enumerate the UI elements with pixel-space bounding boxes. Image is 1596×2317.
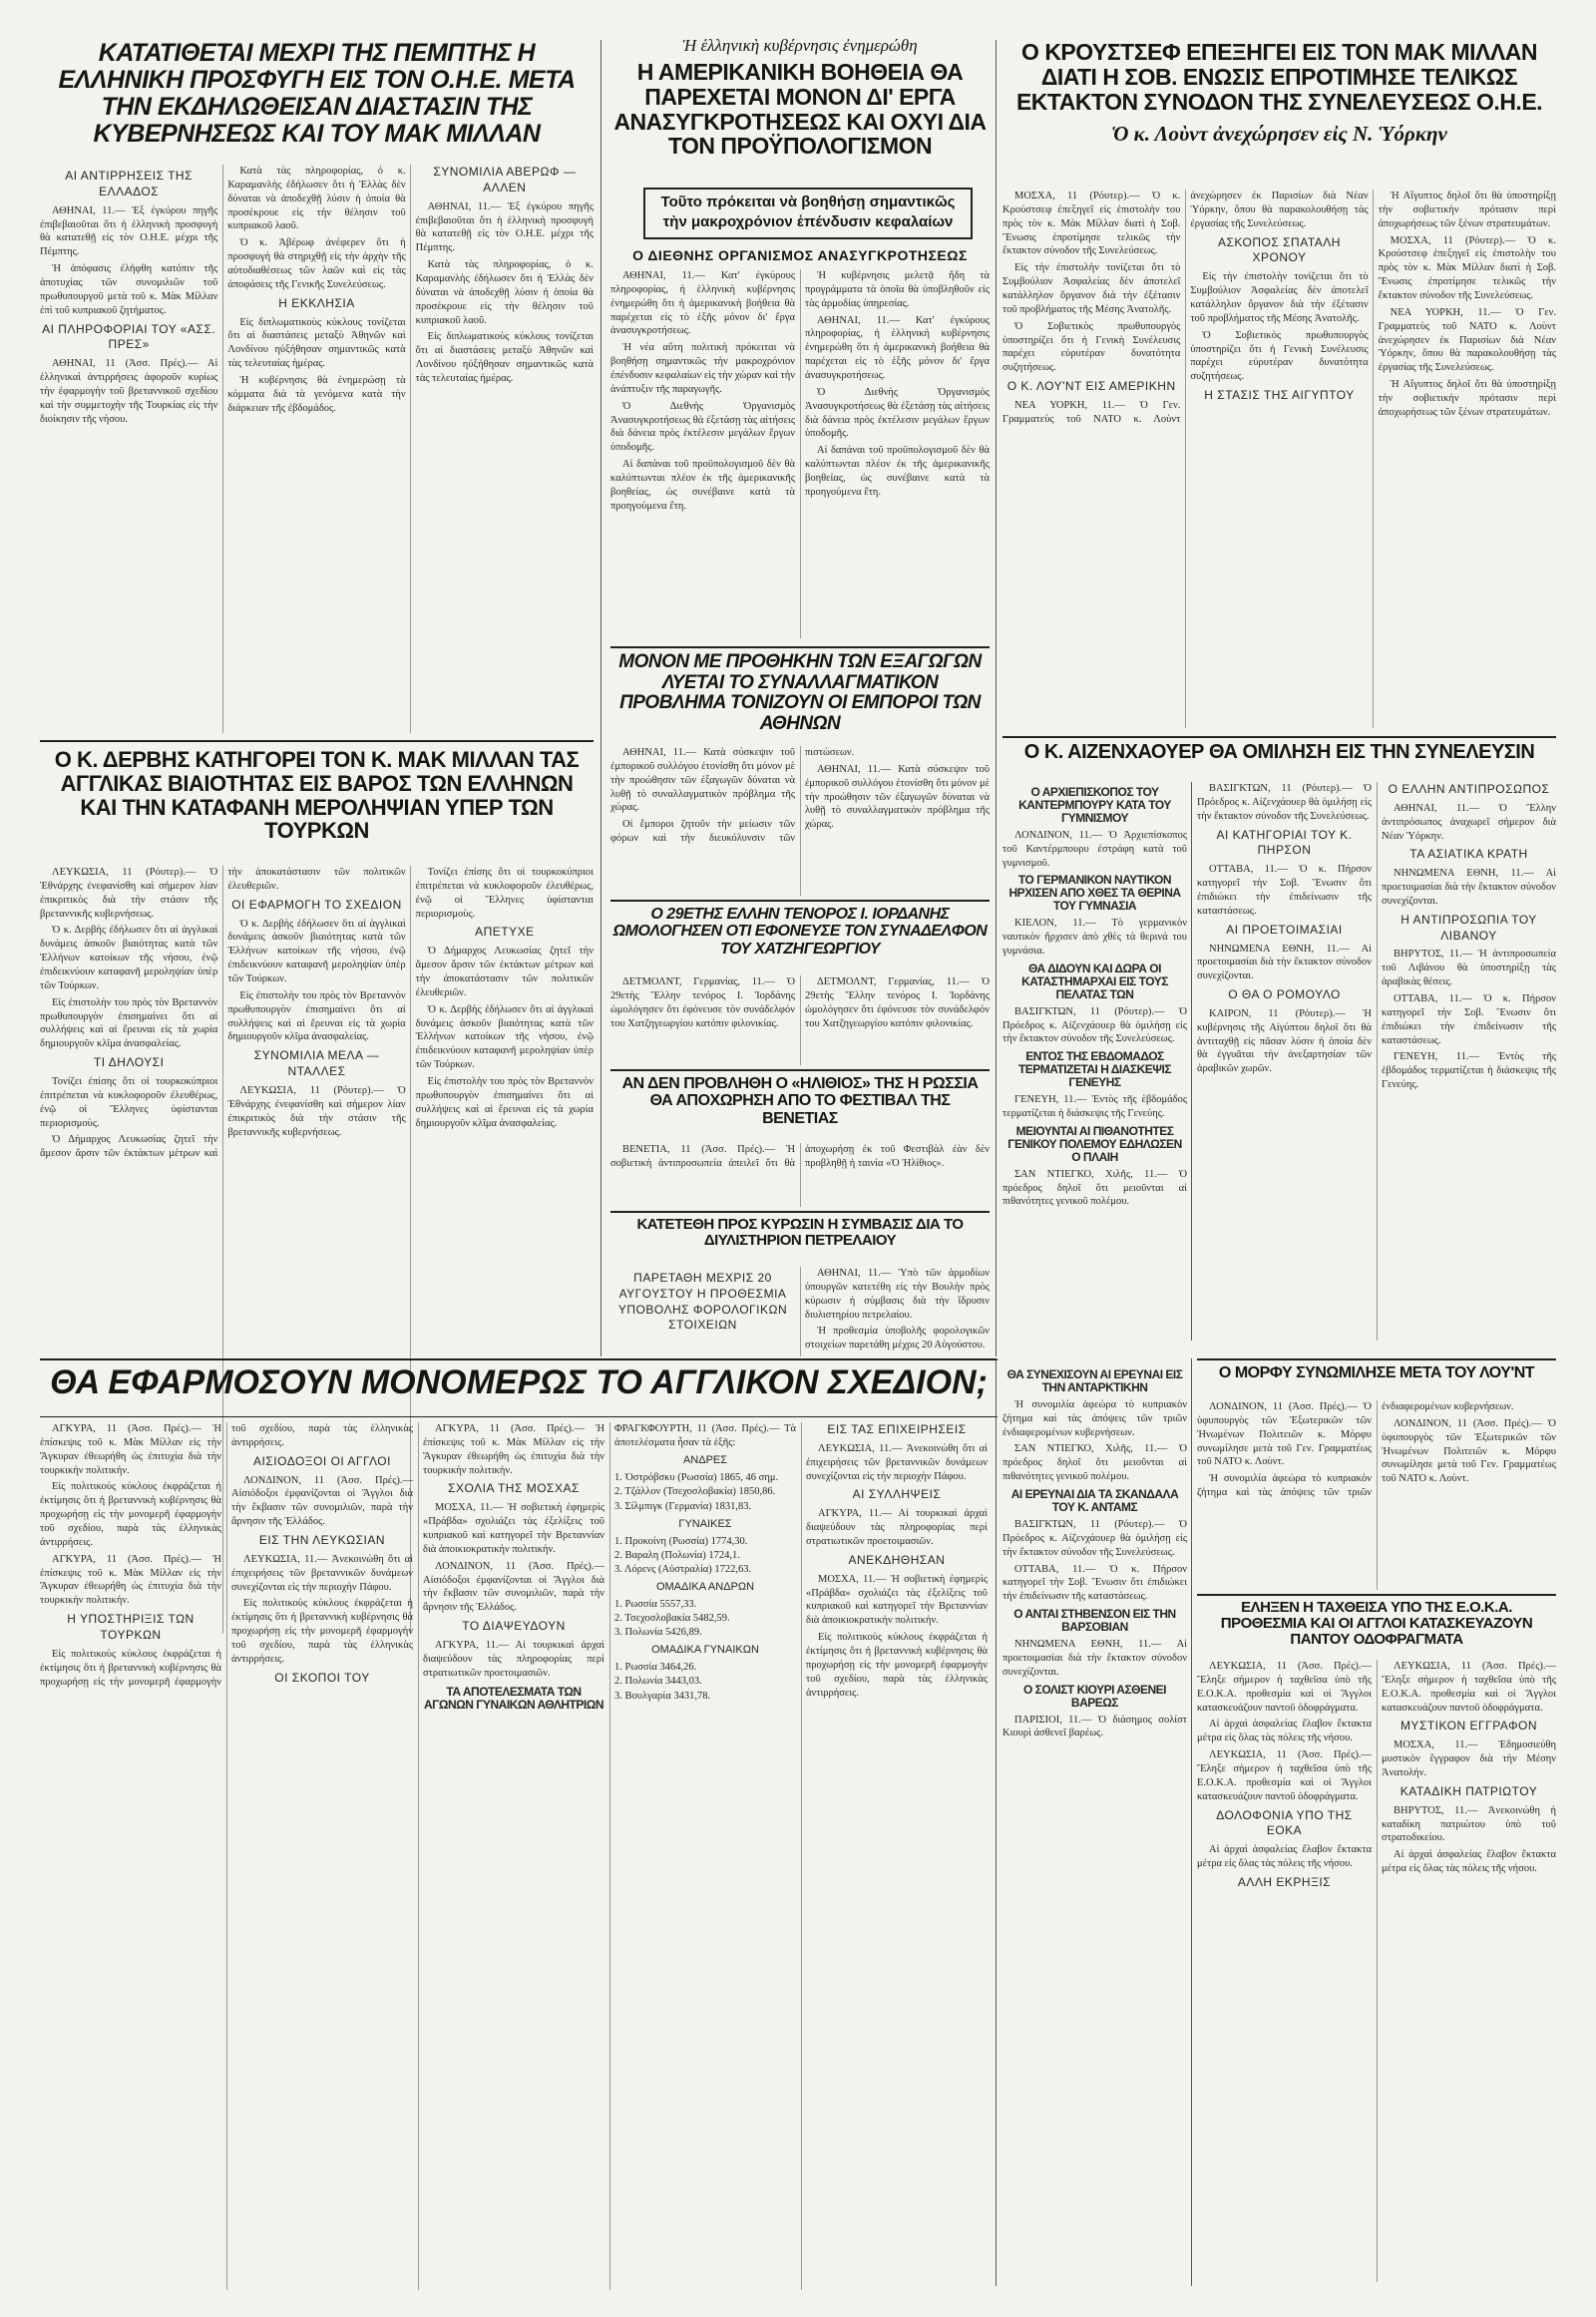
- article-banner: [40, 1422, 988, 2290]
- article-left-top: [40, 165, 594, 733]
- middle-subbox-text: Τοῦτο πρόκειται νὰ βοηθήσῃ σημαντικῶς τὴν μακροχρόνιον ἐπένδυσιν κεφαλαίων: [660, 193, 956, 230]
- section-heading: ΑΙ ΚΑΤΗΓΟΡΙΑΙ ΤΟΥ Κ. ΠΗΡΣΟΝ: [1216, 827, 1353, 858]
- section-heading: ΑΙ ΠΡΟΕΤΟΙΜΑΣΙΑΙ: [1226, 922, 1343, 937]
- paragraph: Ἡ προθεσμία ὑποβολῆς φορολογικῶν στοιχείων παρετάθη μέχρις 20 Αὐγούστου.: [805, 1326, 990, 1352]
- paragraph: ΠΑΡΙΣΙΟΙ, 11.— Ὁ διάσημος σολίστ Κιουρὶ ἀσθενεῖ βαρέως.: [1002, 1714, 1187, 1739]
- paragraph: ΝΕΑ ΥΟΡΚΗ, 11.— Ὁ Γεν. Γραμματεὺς τοῦ ΝΑΤΟ κ. Λοὺντ ἀνεχώρησεν ἐκ Παρισίων διὰ Νέαν Ὑόρκην, ὅπου θὰ παρακολουθήσῃ τὰς ἐργασίας τῆς Συνελεύσεως.: [1002, 191, 1369, 425]
- results-row: 1. Προκοίνη (Ρωσσία) 1774,30.: [614, 1535, 748, 1547]
- paragraph: Ἡ Αἴγυπτος δηλοῖ ὅτι θὰ ὑποστηρίξῃ τὴν σοβιετικὴν πρότασιν περὶ ἀποχωρήσεως τῶν ξένων στρατευμάτων.: [1378, 379, 1556, 418]
- paragraph: ΑΘΗΝΑΙ, 11.— Ἐξ ἐγκύρου πηγῆς ἐπιβεβαιοῦται ὅτι ἡ ἑλληνικὴ προσφυγὴ θὰ κατατεθῇ εἰς τὸν Ο.Η.Ε. μέχρι τῆς Πέμπτης.: [415, 200, 594, 254]
- headline-right-top-wrap: [1002, 40, 1556, 180]
- results-team-header: ΟΜΑΔΙΚΑ ΑΝΔΡΩΝ: [655, 1581, 755, 1594]
- column-rule-2: [996, 40, 997, 1356]
- right-subheadline: Ὁ κ. Λοὺντ ἀνεχώρησεν εἰς Ν. Ὑόρκην: [1111, 122, 1447, 147]
- section-heading: ΟΙ ΕΦΑΡΜΟΓΗ ΤΟ ΣΧΕΔΙΟΝ: [231, 897, 402, 912]
- section-heading: ΣΥΝΟΜΙΛΙΑ ΜΕΛΑ — ΝΤΑΛΛΕΣ: [253, 1048, 380, 1079]
- paragraph: Ὁ Διεθνὴς Ὀργανισμὸς Ἀνασυγκροτήσεως θὰ ἐξετάσῃ τὰς αἰτήσεις διὰ δάνεια πρὸς ἐκτέλεσιν μεγάλων ἔργων ὑποδομῆς.: [805, 386, 990, 440]
- paragraph: ΛΕΥΚΩΣΙΑ, 11 (Ρόυτερ).— Ὁ Ἐθνάρχης ἐνεφανίσθη καὶ σήμερον λίαν ἐπικριτικὸς διὰ τὴν στάσιν τῆς βρεταννικῆς κυβερνήσεως.: [227, 1084, 406, 1138]
- column-rule-5: [1191, 1358, 1192, 2286]
- results-row: 1. Ὀστρόβσκυ (Ρωσσία) 1865, 46 σημ.: [614, 1472, 779, 1484]
- section-heading: ΤΙ ΔΗΛΟΥΣΙ: [93, 1055, 165, 1070]
- paragraph: Αἱ ἀρχαὶ ἀσφαλείας ἔλαβον ἔκτακτα μέτρα εἰς ὅλας τὰς πόλεις τῆς νήσου.: [1382, 1849, 1556, 1875]
- paragraph: ΒΗΡΥΤΟΣ, 11.— Ἡ ἀντιπροσωπεία τοῦ Λιβάνου θὰ ὑποστηρίξῃ τὰς ἀραβικὰς θέσεις.: [1382, 949, 1556, 988]
- paragraph: ΟΤΤΑΒΑ, 11.— Ὁ κ. Πήρσον κατηγορεῖ τὴν Σοβ. Ἕνωσιν ὅτι ἐπιδιώκει τὴν ἐπιδείνωσιν τῆς καταστάσεως.: [1197, 864, 1372, 917]
- headline-left-top: ΚΑΤΑΤΙΘΕΤΑΙ ΜΕΧΡΙ ΤΗΣ ΠΕΜΠΤΗΣ Η ΕΛΛΗΝΙΚΗ ΠΡΟΣΦΥΓΗ ΕΙΣ ΤΟΝ Ο.Η.Ε. ΜΕΤΑ ΤΗΝ ΕΚΔΗΛΩΘΕΙΣΑΝ ΔΙΑΣΤΑΣΙΝ ΤΗΣ ΚΥΒΕΡΝΗΣΕΩΣ ΚΑΙ ΤΟΥ ΜΑΚ ΜΙΛΛΑΝ: [58, 40, 576, 148]
- paragraph: ΝΕΑ ΥΟΡΚΗ, 11.— Ὁ Γεν. Γραμματεὺς τοῦ ΝΑΤΟ κ. Λοὺντ ἀνεχώρησεν ἐκ Παρισίων διὰ Νέαν Ὑόρκην, ὅπου θὰ παρακολουθήσῃ τὰς ἐργασίας τῆς Συνελεύσεως.: [1378, 306, 1556, 374]
- section-heading: ΟΙ ΣΚΟΠΟΙ ΤΟΥ: [274, 1670, 370, 1685]
- article-exports: [610, 746, 990, 896]
- paragraph: ΛΕΥΚΩΣΙΑ, 11.— Ἀνεκοινώθη ὅτι αἱ ἐπιχειρήσεις τῶν βρεταννικῶν δυνάμεων συνεχίζονται εἰς τὴν περιοχὴν Πάφου.: [231, 1553, 413, 1593]
- paragraph: ΒΑΣΙΓΚΤΩΝ, 11 (Ρόυτερ).— Ὁ Πρόεδρος κ. Αἰζενχάουερ θὰ ὁμιλήσῃ εἰς τὴν ἔκτακτον σύνοδον τῆς Συνελεύσεως.: [1002, 1518, 1187, 1558]
- paragraph: Ἡ συνομιλία ἀφεώρα τὸ κυπριακὸν ζήτημα καὶ τὰς ἀπόψεις τῶν τριῶν ἐνδιαφερομένων κυβερνήσεων.: [1197, 1401, 1514, 1499]
- section-heading: ΑΙ ΑΝΤΙΡΡΗΣΕΙΣ ΤΗΣ ΕΛΛΑΔΟΣ: [65, 169, 194, 198]
- headline-morfy: Ο ΜΟΡΦΥ ΣΥΝΩΜΙΛΗΣΕ ΜΕΤΑ ΤΟΥ ΛΟΥ'ΝΤ: [1218, 1364, 1535, 1381]
- paragraph: ΜΟΣΧΑ, 11 (Ρόυτερ).— Ὁ κ. Κρούστσεφ ἐπεξηγεῖ εἰς ἐπιστολὴν του πρὸς τὸν κ. Μὰκ Μίλλαν διατὶ ἡ Σοβ. Ἕνωσις ἐπροτίμησε τελικῶς τὴν ἔκτακτον σύνοδον τῆς Συνελεύσεως.: [1378, 234, 1556, 302]
- results-row: 1. Ρωσσία 3464,26.: [614, 1662, 697, 1674]
- rule: [1197, 1594, 1556, 1596]
- paragraph: Εἰς πολιτικοὺς κύκλους ἐκφράζεται ἡ ἐκτίμησις ὅτι ἡ βρεταννικὴ κυβέρνησις θὰ προχωρήσῃ εἰς τὴν μονομερῆ ἐφαρμογὴν τοῦ σχεδίου, παρὰ τὰς ἑλληνικὰς ἀντιρρήσεις.: [806, 1632, 988, 1699]
- section-heading: Ο ΘΑ Ο ΡΟΜΟΥΛΟ: [1228, 987, 1341, 1002]
- results-row: 3. Λόρενς (Αὐστραλία) 1722,63.: [614, 1563, 752, 1575]
- section-heading: ΚΑΤΑΔΙΚΗ ΠΑΤΡΙΩΤΟΥ: [1399, 1783, 1538, 1798]
- middle-kicker: Ἡ ἑλληνικὴ κυβέρνησις ἐνημερώθη: [682, 36, 918, 55]
- section-heading: Η ΕΚΚΛΗΣΙΑ: [278, 295, 355, 310]
- headline-archbishop: Ο ΑΡΧΙΕΠΙΣΚΟΠΟΣ ΤΟΥ ΚΑΝΤΕΡΜΠΟΥΡΥ ΚΑΤΑ ΤΟΥ ΓΥΜΝΙΣΜΟΥ: [1018, 785, 1171, 825]
- headline-middle-top: Η ΑΜΕΡΙΚΑΝΙΚΗ ΒΟΗΘΕΙΑ ΘΑ ΠΑΡΕΧΕΤΑΙ ΜΟΝΟΝ ΔΙ' ΕΡΓΑ ΑΝΑΣΥΓΚΡΟΤΗΣΕΩΣ ΚΑΙ ΟΧΥΙ ΔΙΑ ΤΟΝ ΠΡΟΫΠΟΛΟΓΙΣΜΟΝ: [613, 59, 987, 160]
- results-men-header: ΑΝΔΡΕΣ: [682, 1454, 728, 1467]
- paragraph: ΛΕΥΚΩΣΙΑ, 11 (Ρόυτερ).— Ὁ Ἐθνάρχης ἐνεφανίσθη καὶ σήμερον λίαν ἐπικριτικὸς διὰ τὴν στάσιν τῆς βρεταννικῆς κυβερνήσεως.: [40, 867, 218, 920]
- section-heading: Η ΑΝΤΙΠΡΟΣΩΠΙΑ ΤΟΥ ΛΙΒΑΝΟΥ: [1400, 912, 1537, 943]
- section-heading: ΔΟΛΟΦΟΝΙΑ ΥΠΟ ΤΗΣ ΕΟΚΑ: [1216, 1807, 1353, 1838]
- headline-eoka-wrap: [1197, 1600, 1556, 1656]
- rule: [610, 646, 990, 648]
- headline-dervis-wrap: [40, 748, 594, 858]
- paragraph: ΑΘΗΝΑΙ, 11.— Κατὰ σύσκεψιν τοῦ ἐμπορικοῦ συλλόγου ἐτονίσθη ὅτι μόνον μὲ τὴν προώθησιν τῶν ἐξαγωγῶν δύναται νὰ λυθῇ τὸ συναλλαγματικὸν πρόβλημα τῆς χώρας.: [610, 747, 795, 814]
- paragraph: Εἰς τὴν ἐπιστολὴν τονίζεται ὅτι τὸ Συμβούλιον Ἀσφαλείας δὲν ἀποτελεῖ κατάλληλον ὄργανον διὰ τὴν ἐξέτασιν τοῦ προβλήματος τῆς Μέσης Ἀνατολῆς.: [1190, 271, 1369, 324]
- headline-right-top: Ο ΚΡΟΥΣΤΣΕΦ ΕΠΕΞΗΓΕΙ ΕΙΣ ΤΟΝ ΜΑΚ ΜΙΛΛΑΝ ΔΙΑΤΙ Η ΣΟΒ. ΕΝΩΣΙΣ ΕΠΡΟΤΙΜΗΣΕ ΤΕΛΙΚΩΣ ΕΚΤΑΚΤΟΝ ΣΥΝΟΔΟΝ ΤΗΣ ΣΥΝΕΛΕΥΣΕΩΣ Ο.Η.Ε.: [1015, 40, 1543, 115]
- headline-eisenhower-wrap: [1002, 742, 1556, 774]
- headline-left-top-wrap: [40, 40, 594, 158]
- rule: [1002, 736, 1556, 738]
- paragraph: ΛΟΝΔΙΝΟΝ, 11 (Ἀσσ. Πρές).— Αἰσιόδοξοι ἐμφανίζονται οἱ Ἄγγλοι διὰ τὴν ἔκβασιν τῶν συνομιλιῶν, παρὰ τὴν ἄρνησιν τῆς Ἑλλάδος.: [231, 1474, 413, 1528]
- headline-festival-wrap: [610, 1075, 990, 1141]
- paragraph: Κατὰ τὰς πληροφορίας, ὁ κ. Καραμανλὴς ἐδήλωσεν ὅτι ἡ Ἑλλὰς δὲν δύναται νὰ ἀποδεχθῇ λύσιν ἡ ὁποία θὰ προσέκρουε εἰς τὴν θέλησιν τοῦ κυπριακοῦ λαοῦ.: [415, 259, 594, 326]
- headline-warsaw: Ο ΑΝΤΑΙ ΣΤΗΒΕΝΣΟΝ ΕΙΣ ΤΗΝ ΒΑΡΣΟΒΙΑΝ: [1013, 1607, 1176, 1635]
- paragraph: Τονίζει ἐπίσης ὅτι οἱ τουρκοκύπριοι ἐπιτρέπεται νὰ κυκλοφοροῦν ἐλευθέρως, ἐνῷ οἱ Ἕλληνες ὑφίστανται περιορισμοὺς.: [40, 1076, 218, 1129]
- section-heading: ΕΙΣ ΤΗΝ ΛΕΥΚΩΣΙΑΝ: [258, 1532, 386, 1547]
- paragraph: ΛΕΥΚΩΣΙΑ, 11 (Ἀσσ. Πρές).— Ἔληξε σήμερον ἡ ταχθεῖσα ὑπὸ τῆς Ε.Ο.Κ.Α. προθεσμία καὶ οἱ Ἄγγλοι κατασκευάζουν παντοῦ ὁδοφράγματα.: [1197, 1749, 1372, 1802]
- paragraph: ΝΗΝΩΜΕΝΑ ΕΘΝΗ, 11.— Αἱ προετοιμασίαι διὰ τὴν ἔκτακτον σύνοδον συνεχίζονται.: [1002, 1639, 1187, 1678]
- rule: [610, 900, 990, 902]
- section-heading: Ο ΕΛΛΗΝ ΑΝΤΙΠΡΟΣΩΠΟΣ: [1388, 782, 1550, 796]
- paragraph: Ἡ νέα αὕτη πολιτικὴ πρόκειται νὰ βοηθήσῃ σημαντικῶς τὴν μακροχρόνιον ἐπένδυσιν κεφαλαίων εἰς τὴν χώραν καὶ τὴν ἀνάπτυξιν τῆς παραγωγῆς.: [610, 342, 795, 395]
- paragraph: ΓΕΝΕΥΗ, 11.— Ἐντὸς τῆς ἑβδομάδος τερματίζεται ἡ διάσκεψις τῆς Γενεύης.: [1002, 1094, 1187, 1120]
- section-heading: ΠΑΡΕΤΑΘΗ ΜΕΧΡΙΣ 20 ΑΥΓΟΥΣΤΟΥ Η ΠΡΟΘΕΣΜΙΑ ΥΠΟΒΟΛΗΣ ΦΟΡΟΛΟΓΙΚΩΝ ΣΤΟΙΧΕΙΩΝ: [617, 1271, 788, 1333]
- headline-exports: ΜΟΝΟΝ ΜΕ ΠΡΟΘΗΚΗΝ ΤΩΝ ΕΞΑΓΩΓΩΝ ΛΥΕΤΑΙ ΤΟ ΣΥΝΑΛΛΑΓΜΑΤΙΚΟΝ ΠΡΟΒΛΗΜΑ ΤΟΝΙΖΟΥΝ ΟΙ ΕΜΠΟΡΟΙ ΤΩΝ ΑΘΗΝΩΝ: [618, 652, 982, 734]
- paragraph: Κατὰ τὰς πληροφορίας, ὁ κ. Καραμανλὴς ἐδήλωσεν ὅτι ἡ Ἑλλὰς δὲν δύναται νὰ ἀποδεχθῇ λύσιν ἡ ὁποία θὰ προσέκρουε εἰς τὴν θέλησιν τοῦ κυπριακοῦ λαοῦ.: [227, 166, 406, 232]
- paragraph: ΝΗΝΩΜΕΝΑ ΕΘΝΗ, 11.— Αἱ προετοιμασίαι διὰ τὴν ἔκτακτον σύνοδον συνεχίζονται.: [1382, 868, 1556, 907]
- middle-section-wrap: [610, 243, 990, 265]
- headline-gifts: ΘΑ ΔΙΔΟΥΝ ΚΑΙ ΔΩΡΑ ΟΙ ΚΑΤΑΣΤΗΜΑΡΧΑΙ ΕΙΣ ΤΟΥΣ ΠΕΛΑΤΑΣ ΤΩΝ: [1021, 961, 1168, 1001]
- paragraph: ΟΤΤΑΒΑ, 11.— Ὁ κ. Πήρσον κατηγορεῖ τὴν Σοβ. Ἕνωσιν ὅτι ἐπιδιώκει τὴν ἐπιδείνωσιν τῆς καταστάσεως.: [1002, 1563, 1187, 1603]
- headline-athletes: ΤΑ ΑΠΟΤΕΛΕΣΜΑΤΑ ΤΩΝ ΑΓΩΝΩΝ ΓΥΝΑΙΚΩΝ ΑΘΛΗΤΡΙΩΝ: [424, 1684, 603, 1712]
- section-heading: ΣΧΟΛΙΑ ΤΗΣ ΜΟΣΧΑΣ: [448, 1481, 580, 1496]
- section-heading: ΤΟ ΔΙΑΨΕΥΔΟΥΝ: [462, 1619, 566, 1634]
- paragraph: Ὁ Δήμαρχος Λευκωσίας ζητεῖ τὴν ἄμεσον ἄρσιν τῶν ἐκτάκτων μέτρων καὶ τὴν ἀποκατάστασιν τῶν πολιτικῶν ἐλευθεριῶν.: [40, 867, 406, 1160]
- paragraph: Ὁ Δήμαρχος Λευκωσίας ζητεῖ τὴν ἄμεσον ἄρσιν τῶν ἐκτάκτων μέτρων καὶ τὴν ἀποκατάστασιν τῶν πολιτικῶν ἐλευθεριῶν.: [415, 946, 594, 998]
- paragraph: Ὁ Διεθνὴς Ὀργανισμὸς Ἀνασυγκροτήσεως θὰ ἐξετάσῃ τὰς αἰτήσεις διὰ δάνεια πρὸς ἐκτέλεσιν μεγάλων ἔργων ὑποδομῆς.: [610, 400, 795, 454]
- results-row: 2. Τζάλλον (Τσεχοσλοβακία) 1850,86.: [614, 1486, 776, 1498]
- article-right-top: [1002, 190, 1556, 728]
- paragraph: ΑΘΗΝΑΙ, 11.— Ὑπὸ τῶν ἁρμοδίων ὑπουργῶν κατετέθη εἰς τὴν Βουλὴν πρὸς κύρωσιν ἡ σύμβασις διὰ τὴν ἵδρυσιν διυλιστηρίου πετρελαίου.: [805, 1268, 990, 1321]
- paragraph: Ὁ κ. Δερβὴς ἐδήλωσεν ὅτι αἱ ἀγγλικαὶ δυνάμεις ἀσκοῦν βιαιότητας κατὰ τῶν Ἑλλήνων κατοίκων τῆς νήσου, ἐνῷ ἐπιδεικνύουν καταφανῆ μεροληψίαν ὑπὲρ τῶν Τούρκων.: [40, 925, 218, 991]
- paragraph: Αἱ δαπάναι τοῦ προϋπολογισμοῦ δὲν θὰ καλύπτωνται πλέον ἐκ τῆς ἀμερικανικῆς βοηθείας, ὡς συνέβαινε κατὰ τὰ προηγούμενα ἔτη.: [805, 445, 990, 498]
- paragraph: Εἰς ἐπιστολὴν του πρὸς τὸν Βρεταννὸν πρωθυπουργὸν ἐπισημαίνει ὅτι αἱ συλλήψεις καὶ αἱ ἔρευναι εἰς τὰ χωρία δημιουργοῦν κλῖμα ἀνασφαλείας.: [40, 996, 218, 1050]
- headline-tenor-wrap: [610, 906, 990, 973]
- rule: [610, 1211, 990, 1213]
- article-eoka: [1197, 1660, 1556, 2282]
- section-heading: Η ΣΤΑΣΙΣ ΤΗΣ ΑΙΓΥΠΤΟΥ: [1204, 388, 1355, 403]
- article-right-briefs: [1002, 782, 1187, 1341]
- middle-subbox: [643, 188, 973, 239]
- headline-antarctic: ΘΑ ΣΥΝΕΧΙΣΟΥΝ ΑΙ ΕΡΕΥΝΑΙ ΕΙΣ ΤΗΝ ΑΝΤΑΡΚΤΙΚΗΝ: [1006, 1367, 1183, 1394]
- paragraph: Ὁ Σοβιετικὸς πρωθυπουργὸς ὑποστηρίζει ὅτι ἡ Γενικὴ Συνέλευσις παρέχει εὐρυτέραν δυνατότητα συζητήσεως.: [1190, 329, 1369, 383]
- paragraph: Εἰς διπλωματικοὺς κύκλους τονίζεται ὅτι αἱ διαστάσεις μεταξὺ Ἀθηνῶν καὶ Λονδίνου ηὐξήθησαν σημαντικῶς κατὰ τὰς τελευταίας ἡμέρας.: [415, 331, 594, 384]
- section-heading: ΑΙ ΠΛΗΡΟΦΟΡΙΑΙ ΤΟΥ «ΑΣΣ. ΠΡΕΣ»: [42, 321, 216, 352]
- paragraph: ΑΘΗΝΑΙ, 11.— Ὁ Ἕλλην ἀντιπρόσωπος ἀναχωρεῖ σήμερον διὰ Νέαν Ὑόρκην.: [1382, 802, 1556, 842]
- results-table: [614, 1422, 796, 1704]
- results-row: 3. Σίλμπιγκ (Γερμανία) 1831,83.: [614, 1500, 752, 1512]
- article-morfy: [1197, 1400, 1556, 1590]
- headline-geneva: ΕΝΤΟΣ ΤΗΣ ΕΒΔΟΜΑΔΟΣ ΤΕΡΜΑΤΙΖΕΤΑΙ Η ΔΙΑΣΚΕΨΙΣ ΓΕΝΕΥΗΣ: [1017, 1049, 1172, 1090]
- paragraph: ΑΓΚΥΡΑ, 11.— Αἱ τουρκικαὶ ἀρχαὶ διαψεύδουν τὰς πληροφορίας περὶ στρατιωτικῶν προετοιμασιῶν.: [423, 1639, 604, 1679]
- paragraph: Εἰς διπλωματικοὺς κύκλους τονίζεται ὅτι αἱ διαστάσεις μεταξὺ Ἀθηνῶν καὶ Λονδίνου ηὐξήθησαν σημαντικῶς κατὰ τὰς τελευταίας ἡμέρας.: [227, 316, 406, 370]
- paragraph: ΚΙΕΛΟΝ, 11.— Τὸ γερμανικὸν ναυτικὸν ἤρχισεν ἀπὸ χθὲς τὰ θερινά του γυμνάσια.: [1002, 918, 1187, 958]
- headline-eisenhower: Ο Κ. ΑΙΖΕΝΧΑΟΥΕΡ ΘΑ ΟΜΙΛΗΣΗ ΕΙΣ ΤΗΝ ΣΥΝΕΛΕΥΣΙΝ: [1023, 742, 1535, 763]
- column-rule-3: [1191, 782, 1192, 1341]
- article-oil: [610, 1267, 990, 1356]
- headline-soloist: Ο ΣΟΛΙΣΤ ΚΙΟΥΡΙ ΑΣΘΕΝΕΙ ΒΑΡΕΩΣ: [1022, 1682, 1167, 1710]
- section-heading: ΣΥΝΟΜΙΛΙΑ ΑΒΕΡΩΦ — ΑΛΛΕΝ: [433, 165, 577, 194]
- headline-tenor: Ο 29ΕΤΗΣ ΕΛΛΗΝ ΤΕΝΟΡΟΣ Ι. ΙΟΡΔΑΝΗΣ ΩΜΟΛΟΓΗΣΕΝ ΟΤΙ ΕΦΟΝΕΥΣΕ ΤΟΝ ΣΥΝΑΔΕΛΦΟΝ ΤΟΥ ΧΑΤΖΗΓΕΩΡΓΙΟΥ: [612, 906, 988, 958]
- section-heading: Η ΥΠΟΣΤΗΡΙΞΙΣ ΤΩΝ ΤΟΥΡΚΩΝ: [67, 1612, 195, 1642]
- paragraph: ΛΟΝΔΙΝΟΝ, 11 (Ἀσσ. Πρές).— Ὁ ὑφυπουργὸς τῶν Ἐξωτερικῶν τῶν Ἡνωμένων Πολιτειῶν κ. Μόρφυ συνωμίλησε μετὰ τοῦ Γεν. Γραμματέως τοῦ ΝΑΤΟ κ. Λοὺντ.: [1197, 1401, 1372, 1468]
- paragraph: ΣΑΝ ΝΤΙΕΓΚΟ, Χιλῆς, 11.— Ὁ πρόεδρος δηλοῖ ὅτι μειοῦνται αἱ πιθανότητες γενικοῦ πολέμου.: [1002, 1443, 1187, 1483]
- paragraph: Αἱ δαπάναι τοῦ προϋπολογισμοῦ δὲν θὰ καλύπτωνται πλέον ἐκ τῆς ἀμερικανικῆς βοηθείας, ὡς συνέβαινε κατὰ τὰ προηγούμενα ἔτη.: [610, 459, 795, 512]
- headline-eoka: ΕΛΗΞΕΝ Η ΤΑΧΘΕΙΣΑ ΥΠΟ ΤΗΣ Ε.Ο.Κ.Α. ΠΡΟΘΕΣΜΙΑ ΚΑΙ ΟΙ ΑΓΓΛΟΙ ΚΑΤΑΣΚΕΥΑΖΟΥΝ ΠΑΝΤΟΥ ΟΔΟΦΡΑΓΜΑΤΑ: [1220, 1600, 1533, 1649]
- paragraph: ΒΗΡΥΤΟΣ, 11.— Ἀνεκοινώθη ἡ καταδίκη πατριώτου ὑπὸ τοῦ στρατοδικείου.: [1382, 1804, 1556, 1844]
- section-heading: ΑΙΣΙΟΔΟΞΟΙ ΟΙ ΑΓΓΛΟΙ: [253, 1453, 391, 1468]
- rule: [1197, 1358, 1556, 1360]
- paragraph: ΜΟΣΧΑ, 11.— Ἡ σοβιετικὴ ἐφημερὶς «Πράβδα» σχολιάζει τὰς ἐξελίξεις τοῦ κυπριακοῦ καὶ κατηγορεῖ τὴν Βρεταννίαν διὰ ἀποικιοκρατικὴν πολιτικήν.: [806, 1573, 988, 1627]
- rule: [40, 740, 594, 742]
- headline-morfy-wrap: [1197, 1364, 1556, 1394]
- paragraph: ΛΕΥΚΩΣΙΑ, 11 (Ἀσσ. Πρές).— Ἔληξε σήμερον ἡ ταχθεῖσα ὑπὸ τῆς Ε.Ο.Κ.Α. προθεσμία καὶ οἱ Ἄγγλοι κατασκευάζουν παντοῦ ὁδοφράγματα.: [1382, 1661, 1556, 1714]
- paragraph: ΣΑΝ ΝΤΙΕΓΚΟ, Χιλῆς, 11.— Ὁ πρόεδρος δηλοῖ ὅτι μειοῦνται αἱ πιθανότητες γενικοῦ πολέμου.: [1002, 1168, 1187, 1208]
- banner-headline: ΘΑ ΕΦΑΡΜΟΣΟΥΝ ΜΟΝΟΜΕΡΩΣ ΤΟ ΑΓΓΛΙΚΟΝ ΣΧΕΔΙΟΝ;: [50, 1364, 988, 1401]
- paragraph: ΑΓΚΥΡΑ, 11.— Αἱ τουρκικαὶ ἀρχαὶ διαψεύδουν τὰς πληροφορίας περὶ στρατιωτικῶν προετοιμασιῶν.: [806, 1508, 988, 1547]
- paragraph: ΝΗΝΩΜΕΝΑ ΕΘΝΗ, 11.— Αἱ προετοιμασίαι διὰ τὴν ἔκτακτον σύνοδον συνεχίζονται.: [1197, 943, 1372, 982]
- headline-oil: ΚΑΤΕΤΕΘΗ ΠΡΟΣ ΚΥΡΩΣΙΝ Η ΣΥΜΒΑΣΙΣ ΔΙΑ ΤΟ ΔΙΥΛΙΣΤΗΡΙΟΝ ΠΕΤΡΕΛΑΙΟΥ: [636, 1217, 964, 1250]
- paragraph: ΑΓΚΥΡΑ, 11 (Ἀσσ. Πρές).— Ἡ ἐπίσκεψις τοῦ κ. Μὰκ Μίλλαν εἰς τὴν Ἄγκυραν ἐθεωρήθη ὡς ἐπιτυχία διὰ τὴν τουρκικὴν πολιτικήν.: [40, 1423, 221, 1476]
- paragraph: Αἱ ἀρχαὶ ἀσφαλείας ἔλαβον ἔκτακτα μέτρα εἰς ὅλας τὰς πόλεις τῆς νήσου.: [1197, 1844, 1372, 1870]
- paragraph: ΑΘΗΝΑΙ, 11 (Ἀσσ. Πρές).— Αἱ ἑλληνικαὶ ἀντιρρήσεις ἀφοροῦν κυρίως τὴν ἐφαρμογὴν τοῦ βρεταννικοῦ σχεδίου καὶ τὴν συμμετοχὴν τῆς Τουρκίας εἰς τὴν διοίκησιν τῆς νήσου.: [40, 358, 218, 425]
- paragraph: Ἡ συνομιλία ἀφεώρα τὸ κυπριακὸν ζήτημα καὶ τὰς ἀπόψεις τῶν τριῶν ἐνδιαφερομένων κυβερνήσεων.: [1002, 1398, 1187, 1438]
- paragraph: Αἱ ἀρχαὶ ἀσφαλείας ἔλαβον ἔκτακτα μέτρα εἰς ὅλας τὰς πόλεις τῆς νήσου.: [1197, 1719, 1372, 1744]
- paragraph: Εἰς ἐπιστολὴν του πρὸς τὸν Βρεταννὸν πρωθυπουργὸν ἐπισημαίνει ὅτι αἱ συλλήψεις καὶ αἱ ἔρευναι εἰς τὰ χωρία δημιουργοῦν κλῖμα ἀνασφαλείας.: [227, 989, 406, 1043]
- paragraph: ΒΕΝΕΤΙΑ, 11 (Ἀσσ. Πρές).— Ἡ σοβιετικὴ ἀντιπροσωπεία ἀπειλεῖ ὅτι θὰ ἀποχωρήσῃ ἐκ τοῦ Φεστιβὰλ ἐὰν δὲν προβληθῇ ἡ ταινία «Ὁ Ἠλίθιος».: [610, 1144, 990, 1169]
- headline-festival: ΑΝ ΔΕΝ ΠΡΟΒΛΗΘΗ Ο «ΗΛΙΘΙΟΣ» ΤΗΣ Η ΡΩΣΣΙΑ ΘΑ ΑΠΟΧΩΡΗΣΗ ΑΠΟ ΤΟ ΦΕΣΤΙΒΑΛ ΤΗΣ ΒΕΝΕΤΙΑΣ: [621, 1075, 979, 1127]
- section-heading: ΜΥΣΤΙΚΟΝ ΕΓΓΡΑΦΟΝ: [1399, 1719, 1538, 1734]
- rule: [40, 1416, 998, 1417]
- results-row: 3. Βουλγαρία 3431,78.: [614, 1690, 711, 1702]
- paragraph: Οἱ ἔμποροι ζητοῦν τὴν μείωσιν τῶν φόρων καὶ τὴν διευκόλυνσιν τῶν πιστώσεων.: [610, 747, 855, 845]
- paragraph: ΒΑΣΙΓΚΤΩΝ, 11 (Ρόυτερ).— Ὁ Πρόεδρος κ. Αἰζενχάουερ θὰ ὁμιλήσῃ εἰς τὴν ἔκτακτον σύνοδον τῆς Συνελεύσεως.: [1197, 783, 1372, 822]
- results-row: 2. Βαραλη (Πολωνία) 1724,1.: [614, 1549, 740, 1561]
- results-intro: ΦΡΑΓΚΦΟΥΡΤΗ, 11 (Ἀσσ. Πρές).— Τὰ ἀποτελέσματα ἦσαν τὰ ἑξῆς:: [614, 1423, 796, 1449]
- rule: [40, 1358, 998, 1360]
- column-rule-1: [600, 40, 601, 1356]
- article-festival: [610, 1143, 990, 1207]
- headline-german-navy: ΤΟ ΓΕΡΜΑΝΙΚΟΝ ΝΑΥΤΙΚΟΝ ΗΡΧΙΣΕΝ ΑΠΟ ΧΘΕΣ ΤΑ ΘΕΡΙΝΑ ΤΟΥ ΓΥΜΝΑΣΙΑ: [1008, 873, 1181, 914]
- article-bottom-briefs: [1002, 1364, 1187, 2282]
- paragraph: ΔΕΤΜΟΛΝΤ, Γερμανίας, 11.— Ὁ 29ετὴς Ἕλλην τενόρος Ι. Ἰορδάνης ὡμολόγησεν ὅτι ἐφόνευσε τὸν συνάδελφόν του Χατζηγεωργίου κατόπιν φιλονικίας.: [610, 976, 795, 1029]
- paragraph: ΓΕΝΕΥΗ, 11.— Ἐντὸς τῆς ἑβδομάδος τερματίζεται ἡ διάσκεψις τῆς Γενεύης.: [1382, 1051, 1556, 1091]
- paragraph: Ὁ κ. Δερβὴς ἐδήλωσεν ὅτι αἱ ἀγγλικαὶ δυνάμεις ἀσκοῦν βιαιότητας κατὰ τῶν Ἑλλήνων κατοίκων τῆς νήσου, ἐνῷ ἐπιδεικνύουν καταφανῆ μεροληψίαν ὑπὲρ τῶν Τούρκων.: [227, 918, 406, 984]
- paragraph: ΑΓΚΥΡΑ, 11 (Ἀσσ. Πρές).— Ἡ ἐπίσκεψις τοῦ κ. Μὰκ Μίλλαν εἰς τὴν Ἄγκυραν ἐθεωρήθη ὡς ἐπιτυχία διὰ τὴν τουρκικὴν πολιτικήν.: [40, 1553, 221, 1607]
- paragraph: ΜΟΣΧΑ, 11 (Ρόυτερ).— Ὁ κ. Κρούστσεφ ἐπεξηγεῖ εἰς ἐπιστολὴν του πρὸς τὸν κ. Μὰκ Μίλλαν διατὶ ἡ Σοβ. Ἕνωσις ἐπροτίμησε τελικῶς τὴν ἔκτακτον σύνοδον τῆς Συνελεύσεως.: [1002, 191, 1181, 257]
- paragraph: ΑΘΗΝΑΙ, 11.— Ἐξ ἐγκύρου πηγῆς ἐπιβεβαιοῦται ὅτι ἡ ἑλληνικὴ προσφυγὴ θὰ κατατεθῇ εἰς τὸν Ο.Η.Ε. μέχρι τῆς Πέμπτης.: [40, 204, 218, 258]
- paragraph: ΟΤΤΑΒΑ, 11.— Ὁ κ. Πήρσον κατηγορεῖ τὴν Σοβ. Ἕνωσιν ὅτι ἐπιδιώκει τὴν ἐπιδείνωσιν τῆς καταστάσεως.: [1382, 993, 1556, 1046]
- headline-middle-top-wrap: [610, 36, 990, 182]
- paragraph: Ἡ κυβέρνησις μελετᾷ ἤδη τὰ προγράμματα τὰ ὁποῖα θὰ ὑποβληθοῦν εἰς τὰς ἀρμοδίας ὑπηρεσίας.: [805, 270, 990, 309]
- paragraph: ΛΟΝΔΙΝΟΝ, 11 (Ἀσσ. Πρές).— Ὁ ὑφυπουργὸς τῶν Ἐξωτερικῶν τῶν Ἡνωμένων Πολιτειῶν κ. Μόρφυ συνωμίλησε μετὰ τοῦ Γεν. Γραμματέως τοῦ ΝΑΤΟ κ. Λοὺντ.: [1382, 1417, 1556, 1485]
- column-rule-4: [996, 1358, 997, 2286]
- paragraph: ΔΕΤΜΟΛΝΤ, Γερμανίας, 11.— Ὁ 29ετὴς Ἕλλην τενόρος Ι. Ἰορδάνης ὡμολόγησεν ὅτι ἐφόνευσε τὸν συνάδελφόν του Χατζηγεωργίου κατόπιν φιλονικίας.: [805, 976, 990, 1029]
- article-right-mid: [1197, 782, 1556, 1341]
- results-row: 2. Τσεχοσλοβακία 5482,59.: [614, 1613, 730, 1625]
- section-heading: ΑΣΚΟΠΟΣ ΣΠΑΤΑΛΗ ΧΡΟΝΟΥ: [1218, 234, 1341, 265]
- section-heading: ΑΛΛΗ ΕΚΡΗΞΙΣ: [1237, 1874, 1332, 1889]
- paragraph: Εἰς πολιτικοὺς κύκλους ἐκφράζεται ἡ ἐκτίμησις ὅτι ἡ βρεταννικὴ κυβέρνησις θὰ προχωρήσῃ εἰς τὴν μονομερῆ ἐφαρμογὴν τοῦ σχεδίου, παρὰ τὰς ἑλληνικὰς ἀντιρρήσεις.: [40, 1481, 221, 1548]
- section-heading: ΑΝΕΚΔΗΘΗΣΑΝ: [848, 1552, 946, 1567]
- paragraph: Ἡ Αἴγυπτος δηλοῖ ὅτι θὰ ὑποστηρίξῃ τὴν σοβιετικὴν πρότασιν περὶ ἀποχωρήσεως τῶν ξένων στρατευμάτων.: [1378, 191, 1556, 229]
- paragraph: Ὁ Σοβιετικὸς πρωθυπουργὸς ὑποστηρίζει ὅτι ἡ Γενικὴ Συνέλευσις παρέχει εὐρυτέραν δυνατότητα συζητήσεως.: [1002, 320, 1181, 374]
- headline-adams: ΑΙ ΕΡΕΥΝΑΙ ΔΙΑ ΤΑ ΣΚΑΝΔΑΛΑ ΤΟΥ Κ. ΑΝΤΑΜΣ: [1010, 1487, 1179, 1515]
- paragraph: Τονίζει ἐπίσης ὅτι οἱ τουρκοκύπριοι ἐπιτρέπεται νὰ κυκλοφοροῦν ἐλευθέρως, ἐνῷ οἱ Ἕλληνες ὑφίστανται περιορισμοὺς.: [415, 867, 594, 920]
- headline-oil-wrap: [610, 1217, 990, 1263]
- results-row: 2. Πολωνία 3443,03.: [614, 1676, 702, 1688]
- paragraph: ΛΕΥΚΩΣΙΑ, 11 (Ἀσσ. Πρές).— Ἔληξε σήμερον ἡ ταχθεῖσα ὑπὸ τῆς Ε.Ο.Κ.Α. προθεσμία καὶ οἱ Ἄγγλοι κατασκευάζουν παντοῦ ὁδοφράγματα.: [1197, 1661, 1372, 1714]
- rule: [610, 1069, 990, 1071]
- article-middle-top: [610, 269, 990, 638]
- headline-exports-wrap: [610, 652, 990, 742]
- paragraph: ΑΘΗΝΑΙ, 11.— Κατ' ἐγκύρους πληροφορίας, ἡ ἑλληνικὴ κυβέρνησις ἐνημερώθη ὅτι ἡ ἀμερικανικὴ βοήθεια θὰ παρέχεται εἰς τὸ ἑξῆς μόνον δι' ἔργα ἀνασυγκροτήσεως.: [805, 314, 990, 382]
- paragraph: Ἡ ἀπόφασις ἐλήφθη κατόπιν τῆς ἀποτυχίας τῶν συνομιλιῶν τοῦ πρωθυπουργοῦ μετὰ τοῦ κ. Μὰκ Μίλλαν ἐπὶ τοῦ κυπριακοῦ ζητήματος.: [40, 263, 218, 316]
- paragraph: Ὁ κ. Δερβὴς ἐδήλωσεν ὅτι αἱ ἀγγλικαὶ δυνάμεις ἀσκοῦν βιαιότητας κατὰ τῶν Ἑλλήνων κατοίκων τῆς νήσου, ἐνῷ ἐπιδεικνύουν καταφανῆ μεροληψίαν ὑπὲρ τῶν Τούρκων.: [415, 1003, 594, 1071]
- middle-section-heading: Ο ΔΙΕΘΝΗΣ ΟΡΓΑΝΙΣΜΟΣ ΑΝΑΣΥΓΚΡΟΤΗΣΕΩΣ: [632, 247, 968, 263]
- paragraph: Εἰς τὴν ἐπιστολὴν τονίζεται ὅτι τὸ Συμβούλιον Ἀσφαλείας δὲν ἀποτελεῖ κατάλληλον ὄργανον διὰ τὴν ἐξέτασιν τοῦ προβλήματος τῆς Μέσης Ἀνατολῆς.: [1002, 262, 1181, 315]
- results-row: 1. Ρωσσία 5557,33.: [614, 1598, 697, 1610]
- headline-chile: ΜΕΙΟΥΝΤΑΙ ΑΙ ΠΙΘΑΝΟΤΗΤΕΣ ΓΕΝΙΚΟΥ ΠΟΛΕΜΟΥ ΕΔΗΛΩΣΕΝ Ο ΠΛΑΙΗ: [1007, 1123, 1182, 1164]
- paragraph: ΑΘΗΝΑΙ, 11.— Κατ' ἐγκύρους πληροφορίας, ἡ ἑλληνικὴ κυβέρνησις ἐνημερώθη ὅτι ἡ ἀμερικανικὴ βοήθεια θὰ παρέχεται εἰς τὸ ἑξῆς μόνον δι' ἔργα ἀνασυγκροτήσεως.: [610, 270, 795, 337]
- section-heading: ΤΑ ΑΣΙΑΤΙΚΑ ΚΡΑΤΗ: [1409, 847, 1528, 862]
- paragraph: Εἰς πολιτικοὺς κύκλους ἐκφράζεται ἡ ἐκτίμησις ὅτι ἡ βρεταννικὴ κυβέρνησις θὰ προχωρήσῃ εἰς τὴν μονομερῆ ἐφαρμογὴν τοῦ σχεδίου, παρὰ τὰς ἑλληνικὰς ἀντιρρήσεις.: [231, 1598, 413, 1665]
- paragraph: ΛΟΝΔΙΝΟΝ, 11 (Ἀσσ. Πρές).— Αἰσιόδοξοι ἐμφανίζονται οἱ Ἄγγλοι διὰ τὴν ἔκβασιν τῶν συνομιλιῶν, παρὰ τὴν ἄρνησιν τῆς Ἑλλάδος.: [423, 1560, 604, 1614]
- article-tenor: [610, 975, 990, 1065]
- section-heading: ΑΠΕΤΥΧΕ: [475, 925, 535, 940]
- section-heading: Ο Κ. ΛΟΥ'ΝΤ ΕΙΣ ΑΜΕΡΙΚΗΝ: [1006, 379, 1176, 394]
- paragraph: ΒΑΣΙΓΚΤΩΝ, 11 (Ρόυτερ).— Ὁ Πρόεδρος κ. Αἰζενχάουερ θὰ ὁμιλήσῃ εἰς τὴν ἔκτακτον σύνοδον τῆς Συνελεύσεως.: [1002, 1005, 1187, 1045]
- banner-wrap: [40, 1364, 998, 1412]
- results-women-header: ΓΥΝΑΙΚΕΣ: [678, 1517, 732, 1530]
- paragraph: ΜΟΣΧΑ, 11.— Ἐδημοσιεύθη μυστικὸν ἔγγραφον διὰ τὴν Μέσην Ἀνατολήν.: [1382, 1739, 1556, 1778]
- results-team-women-header: ΟΜΑΔΙΚΑ ΓΥΝΑΙΚΩΝ: [651, 1644, 759, 1657]
- paragraph: ΛΟΝΔΙΝΟΝ, 11.— Ὁ Ἀρχιεπίσκοπος τοῦ Καντέρμπουρυ ἐστράφη κατὰ τοῦ γυμνισμοῦ.: [1002, 829, 1187, 869]
- paragraph: ΚΑΙΡΟΝ, 11 (Ρόυτερ).— Ἡ κυβέρνησις τῆς Αἰγύπτου δηλοῖ ὅτι θὰ ἀντιταχθῇ εἰς πᾶσαν λύσιν ἡ ὁποία δὲν θὰ ἐγγυᾶται τὴν ἀνεξαρτησίαν τῶν ἀραβικῶν χωρῶν.: [1197, 1007, 1372, 1075]
- section-heading: ΑΙ ΣΥΛΛΗΨΕΙΣ: [852, 1487, 942, 1502]
- results-row: 3. Πολωνία 5426,89.: [614, 1627, 702, 1639]
- paragraph: Ὁ κ. Ἀβέρωφ ἀνέφερεν ὅτι ἡ προσφυγὴ θὰ στηριχθῇ εἰς τὴν ἀρχὴν τῆς αὐτοδιαθέσεως τῶν λαῶν καὶ εἰς τὰς ἀποφάσεις τῆς Γενικῆς Συνελεύσεως.: [227, 237, 406, 290]
- paragraph: ΛΕΥΚΩΣΙΑ, 11.— Ἀνεκοινώθη ὅτι αἱ ἐπιχειρήσεις τῶν βρεταννικῶν δυνάμεων συνεχίζονται εἰς τὴν περιοχὴν Πάφου.: [806, 1442, 988, 1482]
- paragraph: Εἰς πολιτικοὺς κύκλους ἐκφράζεται ἡ ἐκτίμησις ὅτι ἡ βρεταννικὴ κυβέρνησις θὰ προχωρήσῃ εἰς τὴν μονομερῆ ἐφαρμογὴν τοῦ σχεδίου, παρὰ τὰς ἑλληνικὰς ἀντιρρήσεις.: [40, 1423, 413, 1688]
- paragraph: ΑΓΚΥΡΑ, 11 (Ἀσσ. Πρές).— Ἡ ἐπίσκεψις τοῦ κ. Μὰκ Μίλλαν εἰς τὴν Ἄγκυραν ἐθεωρήθη ὡς ἐπιτυχία διὰ τὴν τουρκικὴν πολιτικήν.: [423, 1423, 604, 1476]
- paragraph: Εἰς ἐπιστολὴν του πρὸς τὸν Βρεταννὸν πρωθυπουργὸν ἐπισημαίνει ὅτι αἱ συλλήψεις καὶ αἱ ἔρευναι εἰς τὰ χωρία δημιουργοῦν κλῖμα ἀνασφαλείας.: [415, 1076, 594, 1129]
- headline-dervis: Ο Κ. ΔΕΡΒΗΣ ΚΑΤΗΓΟΡΕΙ ΤΟΝ Κ. ΜΑΚ ΜΙΛΛΑΝ ΤΑΣ ΑΓΓΛΙΚΑΣ ΒΙΑΙΟΤΗΤΑΣ ΕΙΣ ΒΑΡΟΣ ΤΩΝ ΕΛΛΗΝΩΝ ΚΑΙ ΤΗΝ ΚΑΤΑΦΑΝΗ ΜΕΡΟΛΗΨΙΑΝ ΥΠΕΡ ΤΩΝ ΤΟΥΡΚΩΝ: [54, 748, 580, 844]
- paragraph: Ἡ κυβέρνησις θὰ ἐνημερώσῃ τὰ κόμματα διὰ τὰ γενόμενα κατὰ τὴν διάρκειαν τῆς ἐβδομάδος.: [227, 375, 406, 414]
- paragraph: ΑΘΗΝΑΙ, 11.— Κατὰ σύσκεψιν τοῦ ἐμπορικοῦ συλλόγου ἐτονίσθη ὅτι μόνον μὲ τὴν προώθησιν τῶν ἐξαγωγῶν δύναται νὰ λυθῇ τὸ συναλλαγματικὸν πρόβλημα τῆς χώρας.: [805, 763, 990, 831]
- section-heading: ΕΙΣ ΤΑΣ ΕΠΙΧΕΙΡΗΣΕΙΣ: [827, 1422, 967, 1436]
- paragraph: ΜΟΣΧΑ, 11.— Ἡ σοβιετικὴ ἐφημερὶς «Πράβδα» σχολιάζει τὰς ἐξελίξεις τοῦ κυπριακοῦ καὶ κατηγορεῖ τὴν Βρεταννίαν διὰ ἀποικιοκρατικὴν πολιτικήν.: [423, 1502, 604, 1555]
